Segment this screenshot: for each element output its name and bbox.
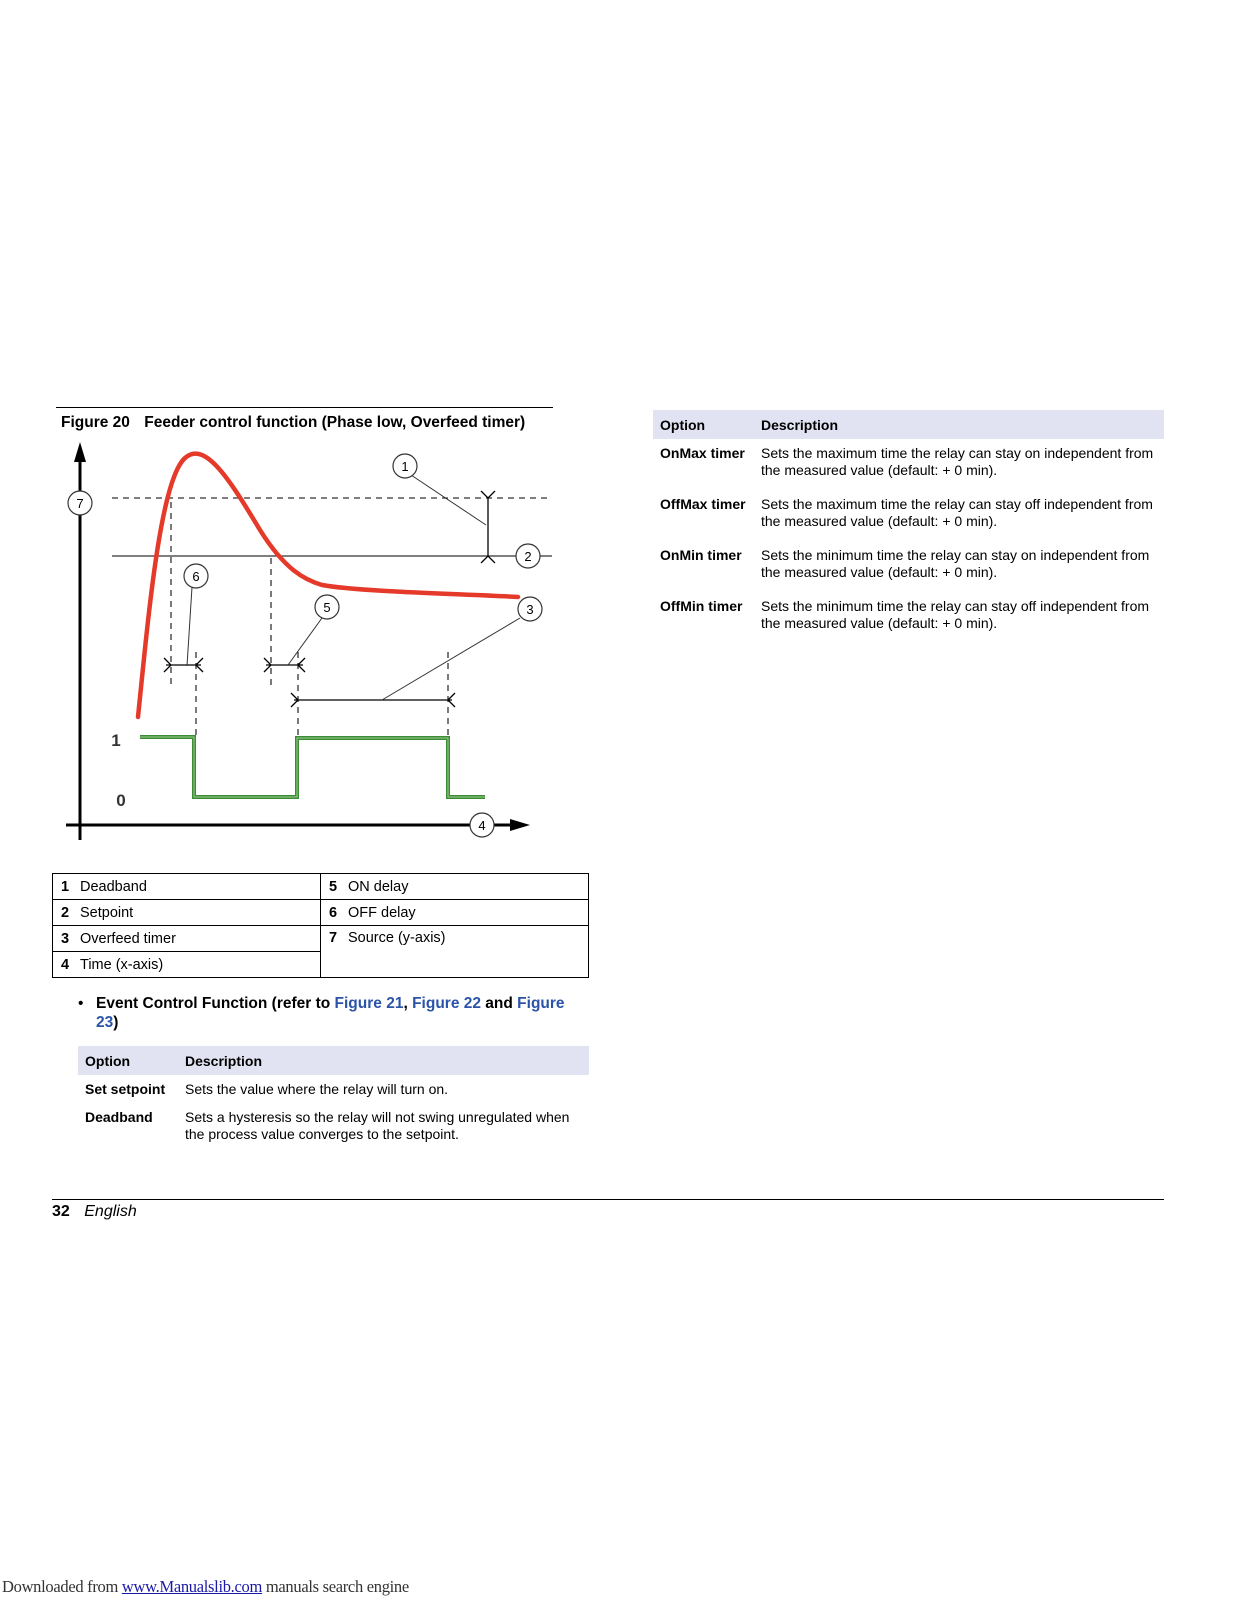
figure-22-link[interactable]: Figure 22	[412, 995, 481, 1012]
callout-1	[393, 454, 417, 478]
legend-number: 7	[329, 930, 338, 946]
feeder-control-diagram	[60, 440, 580, 860]
x-axis-arrow	[510, 819, 530, 831]
legend-item	[321, 926, 589, 978]
option-name: OnMin timer	[660, 547, 742, 563]
figure-top-rule	[56, 407, 553, 408]
callout-5	[315, 595, 339, 619]
option-description: Sets the minimum time the relay can stay on independent from the measured value (default: + 0 min).	[761, 547, 1150, 580]
legend-item	[321, 900, 589, 926]
callout-3	[518, 597, 542, 621]
option-name: Set setpoint	[85, 1081, 166, 1097]
table-row	[653, 490, 1164, 541]
manualslib-link[interactable]: www.Manualslib.com	[121, 1577, 263, 1596]
column-header-option: Option	[653, 410, 754, 439]
callout-leader	[187, 587, 192, 666]
figure-21-link[interactable]: Figure 21	[334, 995, 404, 1012]
option-description: Sets a hysteresis so the relay will not swing unregulated when the process value converges to the setpoint.	[185, 1109, 570, 1142]
legend-number: 2	[61, 904, 70, 921]
figure-caption	[61, 414, 525, 432]
page-number: 32	[52, 1203, 70, 1220]
footer-language: English	[84, 1203, 137, 1220]
legend-item	[53, 874, 321, 900]
svg-text:7: 7	[76, 496, 84, 511]
callout-leader	[288, 618, 322, 665]
callout-7	[68, 491, 92, 515]
legend-label: Overfeed timer	[80, 930, 176, 947]
table-row	[78, 1103, 589, 1148]
table-row	[653, 541, 1164, 592]
relay-output	[140, 737, 485, 797]
callout-leader	[411, 475, 486, 525]
callout-4	[470, 813, 494, 837]
svg-text:2: 2	[524, 549, 532, 564]
y-tick-1: 1	[111, 731, 121, 750]
legend-number: 3	[61, 930, 70, 947]
svg-text:1: 1	[401, 459, 409, 474]
option-description: Sets the maximum time the relay can stay off independent from the measured value (default: + 0 min).	[761, 496, 1153, 529]
option-name: Deadband	[85, 1109, 153, 1125]
legend-number: 1	[61, 878, 70, 895]
column-header-option: Option	[78, 1046, 178, 1075]
y-axis-arrow	[74, 442, 86, 462]
legend-label: Setpoint	[80, 904, 134, 921]
footer-rule	[52, 1199, 1164, 1200]
table-row	[653, 439, 1164, 490]
callout-leader	[382, 618, 520, 700]
bullet-text	[78, 994, 568, 1032]
bullet-tail: )	[113, 1014, 119, 1031]
page-footer	[52, 1203, 137, 1221]
option-name: OffMin timer	[660, 598, 743, 614]
figure-title: Feeder control function (Phase low, Overfeed timer)	[144, 414, 526, 431]
legend-item	[53, 900, 321, 926]
figure-23-link[interactable]: Figure 23	[96, 995, 565, 1031]
option-description: Sets the value where the relay will turn on.	[185, 1081, 449, 1097]
legend-item	[53, 926, 321, 952]
bullet-lead: Event Control Function (refer to	[96, 995, 335, 1012]
column-header-description: Description	[178, 1046, 589, 1075]
callout-6	[184, 564, 208, 588]
bullet-separator: and	[481, 995, 518, 1012]
event-control-bullet	[78, 994, 568, 1032]
figure-legend-table	[52, 873, 589, 978]
callout-2	[516, 544, 540, 568]
legend-label: Deadband	[80, 878, 147, 895]
download-notice	[2, 1577, 409, 1597]
event-control-options-table	[78, 1046, 589, 1148]
svg-text:5: 5	[323, 600, 331, 615]
column-header-description: Description	[754, 410, 1164, 439]
download-prefix: Downloaded from	[2, 1577, 122, 1596]
figure-number: Figure 20	[61, 414, 130, 431]
legend-label: OFF delay	[348, 904, 416, 921]
option-name: OnMax timer	[660, 445, 745, 461]
svg-text:6: 6	[192, 569, 200, 584]
table-row	[653, 592, 1164, 643]
legend-label: Source (y-axis)	[348, 930, 446, 946]
table-row	[78, 1075, 589, 1103]
svg-text:4: 4	[478, 818, 486, 833]
bullet-separator: ,	[403, 995, 413, 1012]
legend-item	[321, 874, 589, 900]
legend-number: 4	[61, 956, 70, 973]
timer-options-table	[653, 410, 1164, 643]
legend-number: 6	[329, 904, 338, 921]
relay-output-highlight	[140, 737, 485, 797]
legend-label: ON delay	[348, 878, 409, 895]
legend-item	[53, 952, 321, 978]
option-description: Sets the minimum time the relay can stay off independent from the measured value (default: + 0 min).	[761, 598, 1150, 631]
option-name: OffMax timer	[660, 496, 746, 512]
legend-number: 5	[329, 878, 338, 895]
option-description: Sets the maximum time the relay can stay on independent from the measured value (default: + 0 min).	[761, 445, 1154, 478]
legend-label: Time (x-axis)	[80, 956, 164, 973]
download-suffix: manuals search engine	[262, 1577, 409, 1596]
svg-text:3: 3	[526, 602, 534, 617]
y-tick-0: 0	[116, 791, 126, 810]
bullet-symbol: •	[78, 995, 84, 1012]
